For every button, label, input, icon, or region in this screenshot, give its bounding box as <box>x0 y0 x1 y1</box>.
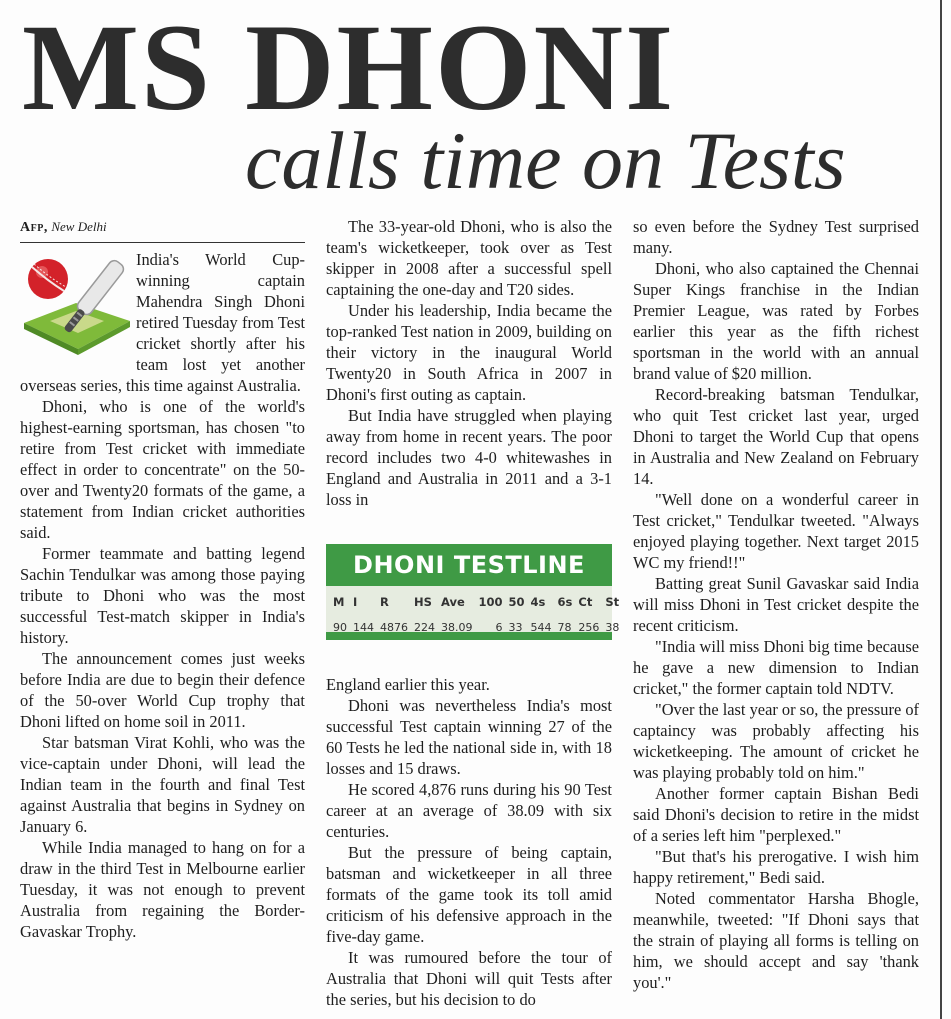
stat-header: R <box>380 595 389 609</box>
article-paragraph: It was rumoured before the tour of Australia that Dhoni will quit Tests after the series, but his decision to do <box>326 948 612 1009</box>
article-paragraph: "India will miss Dhoni big time because he gave a new dimension to Indian cricket," the former captain told NDTV. <box>633 637 919 698</box>
stat-header: 4s <box>530 595 546 609</box>
spacer <box>326 510 612 544</box>
testline-stats-box <box>326 544 620 640</box>
article-paragraph: Dhoni, who also captained the Chennai Super Kings franchise in the Indian Premier League, was rated by Forbes earlier this year as the fifth richest sportsman in the world with an annual brand value of $20 million. <box>633 259 919 383</box>
testline-title: DHONI TESTLINE <box>326 544 612 586</box>
article-paragraph: While India managed to hang on for a draw in the third Test in Melbourne earlier Tuesday, it was not enough to prevent Australia from regaining the Border-Gavaskar Trophy. <box>20 838 305 941</box>
article-paragraph: The 33-year-old Dhoni, who is also the team's wicketkeeper, took over as Test skipper in 2008 after a successful spell captaining the one-day and T20 sides. <box>326 217 612 299</box>
headline-main: MS DHONI <box>22 0 676 136</box>
stat-header: St <box>605 595 620 609</box>
article-paragraph: Another former captain Bishan Bedi said Dhoni's decision to retire in the midst of a series left him "perplexed." <box>633 784 919 845</box>
byline <box>20 216 305 243</box>
stat-value: 4876 <box>380 621 408 634</box>
article-column-2 <box>326 216 620 1010</box>
stat-value: 90 <box>333 621 347 634</box>
page-edge-rule <box>940 0 942 1019</box>
stat-value: 33 <box>508 621 523 634</box>
article-paragraph: Dhoni was nevertheless India's most successful Test captain winning 27 of the 60 Tests he led the national side in, with 18 losses and 15 draws. <box>326 696 612 778</box>
stat-header: HS <box>414 595 432 609</box>
article-paragraph: Batting great Sunil Gavaskar said India will miss Dhoni in Test cricket despite the recent criticism. <box>633 574 919 635</box>
article-paragraph: Former teammate and batting legend Sachin Tendulkar was among those paying tribute to Dhoni who was the most successful Test-match skipper in India's history. <box>20 544 305 647</box>
article-paragraph: Under his leadership, India became the top-ranked Test nation in 2009, building on their victory in the inaugural World Twenty20 in South Africa in 2007 in Dhoni's first outing as captain. <box>326 301 612 404</box>
testline-value-row <box>330 615 622 638</box>
article-paragraph: Dhoni, who is one of the world's highest-earning sportsman, has chosen "to retire from Test cricket with immediate effect in order to concentrate" on the 50-over and Twenty20 formats of the game, a statement from Indian cricket authorities said. <box>20 397 305 542</box>
article-paragraph: The announcement comes just weeks before India are due to begin their defence of the 50-over World Cup trophy that Dhoni lifted on home soil in 2011. <box>20 649 305 731</box>
article-paragraph: But the pressure of being captain, batsman and wicketkeeper in all three formats of the game took its toll amid criticism of his defensive approach in the five-day game. <box>326 843 612 946</box>
stat-header: Ct <box>578 595 593 609</box>
article-paragraph: He scored 4,876 runs during his 90 Test career at an average of 38.09 with six centuries. <box>326 780 612 841</box>
stat-value: 78 <box>557 621 572 634</box>
stat-value: 224 <box>414 621 435 634</box>
stat-header: 50 <box>508 595 525 609</box>
stat-value: 144 <box>353 621 374 634</box>
article-paragraph: so even before the Sydney Test surprised many. <box>633 217 919 257</box>
testline-table <box>330 586 622 638</box>
stat-value: 38 <box>605 621 620 634</box>
testline-table-wrap <box>326 586 620 640</box>
byline-place: New Delhi <box>51 219 107 234</box>
article-paragraph: "But that's his prerogative. I wish him happy retirement," Bedi said. <box>633 847 919 887</box>
article-paragraph: "Well done on a wonderful career in Test cricket," Tendulkar tweeted. "Always enjoyed playing together. Next target 2015 WC my friend!!" <box>633 490 919 572</box>
testline-header-row <box>330 586 622 615</box>
stat-header: I <box>353 595 358 609</box>
article-paragraph: India's World Cup-winning captain Mahendra Singh Dhoni retired Tuesday from Test cricket shortly after his team lost yet another overseas series, this time against Australia. <box>20 250 305 395</box>
article-column-3 <box>633 216 919 993</box>
stat-value: 544 <box>530 621 552 634</box>
article-paragraph: Star batsman Virat Kohli, who was the vice-captain under Dhoni, will lead the Indian team in the fourth and final Test against Australia that begins in Sydney on January 6. <box>20 733 305 836</box>
byline-agency: Afp, <box>20 220 48 235</box>
stat-header: 6s <box>557 595 573 609</box>
stat-header: Ave <box>441 595 465 609</box>
article-paragraph: But India have struggled when playing away from home in recent years. The poor record includes two 4-0 whitewashes in England and Australia in 2011 and a 3-1 loss in <box>326 406 612 509</box>
headline-sub: calls time on Tests <box>245 115 846 206</box>
article-paragraph: Noted commentator Harsha Bhogle, meanwhile, tweeted: "If Dhoni says that the strain of playing all forms is telling on him, we should accept and say 'thank you'." <box>633 889 919 992</box>
article-paragraph: Record-breaking batsman Tendulkar, who quit Test cricket last year, urged Dhoni to target the World Cup that opens in Australia and New Zealand on February 14. <box>633 385 919 488</box>
stat-header: 100 <box>478 595 503 609</box>
article-paragraph: England earlier this year. <box>326 675 490 694</box>
stat-value: 38.09 <box>441 621 473 634</box>
stat-value: 256 <box>578 621 600 634</box>
stat-value: 6 <box>495 621 503 634</box>
article-paragraph: "Over the last year or so, the pressure of captaincy was probably affecting his wicketkeeping. The amount of cricket he was playing probably told on him." <box>633 700 919 782</box>
stat-header: M <box>333 595 345 609</box>
article-column-1 <box>20 216 305 942</box>
cricket-ball-bat-pitch-icon <box>20 251 132 361</box>
